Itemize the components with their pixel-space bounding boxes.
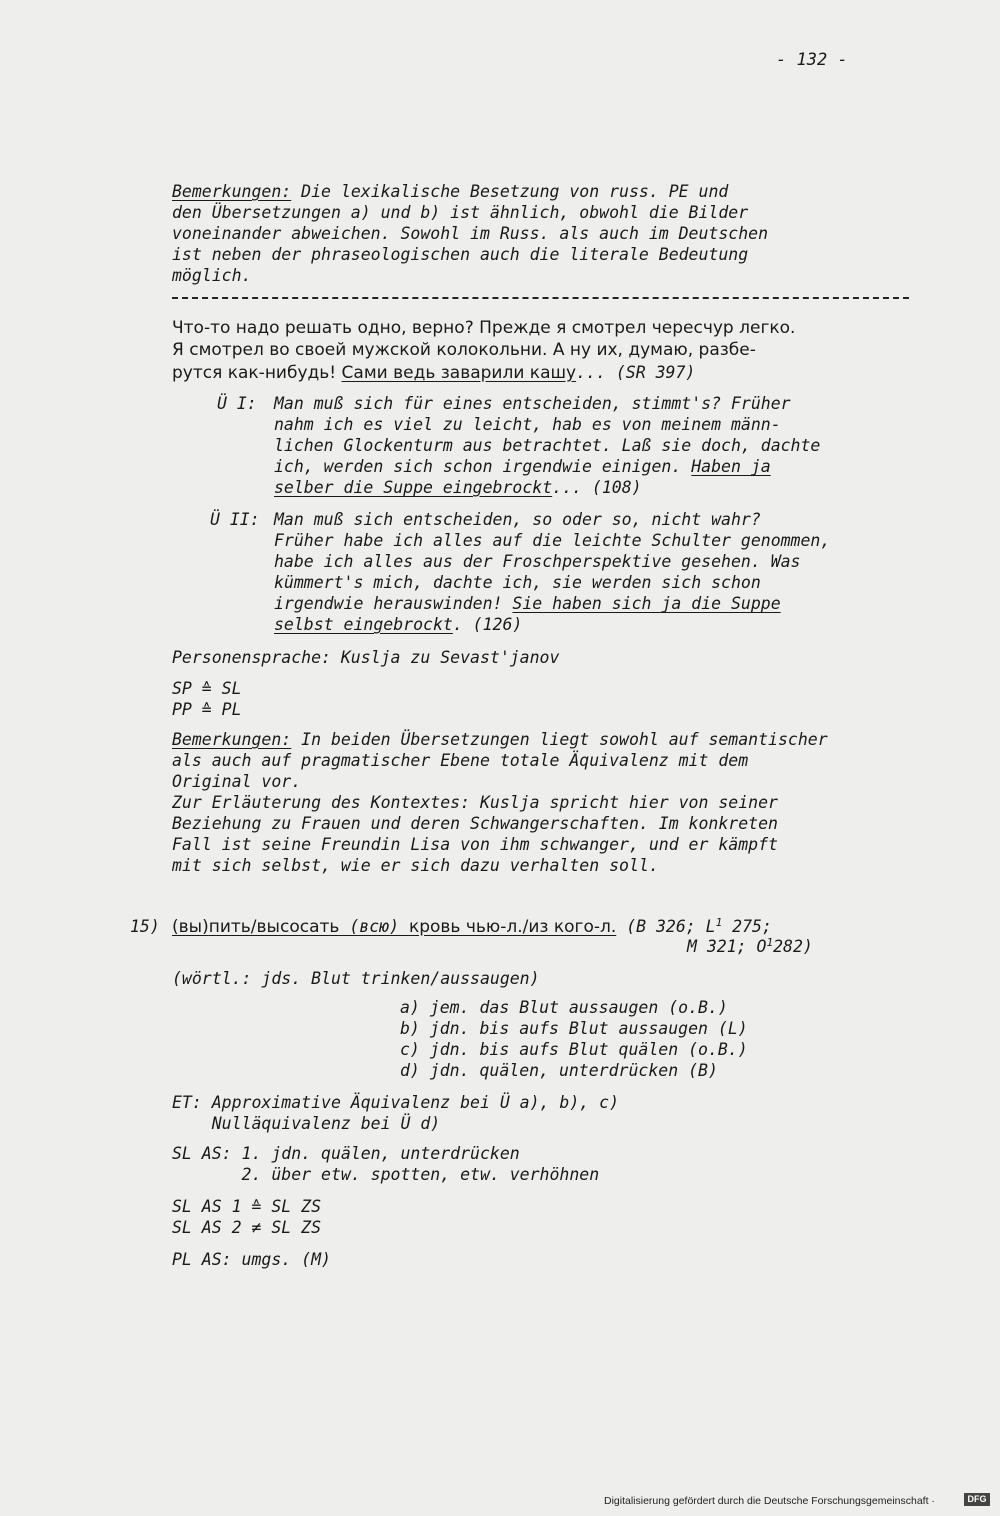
- russian-phrase-underlined: Сами ведь заварили кашу: [341, 363, 577, 383]
- remark-1-line-1: Bemerkungen: Die lexikalische Besetzung von russ. PE und: [172, 182, 729, 201]
- remark-1-line-5: möglich.: [172, 266, 252, 285]
- dfg-logo: DFG: [964, 1493, 990, 1506]
- translation-2-line-3: habe ich alles aus der Froschperspektive gesehen. Was: [274, 552, 801, 571]
- remark-1-line-2: den Übersetzungen a) und b) ist ähnlich, obwohl die Bilder: [172, 203, 749, 222]
- remark-2-line-6: Fall ist seine Freundin Lisa von ihm schwanger, und er kämpft: [172, 835, 778, 854]
- remark-2-line-2: als auch auf pragmatischer Ebene totale Äquivalenz mit dem: [172, 751, 749, 770]
- remark-2-line-4: Zur Erläuterung des Kontextes: Kuslja spricht hier von seiner: [172, 793, 778, 812]
- russian-line-1: Что-то надо решать одно, верно? Прежде я смотрел чересчур легко.: [172, 318, 796, 338]
- translation-1-line-4: ich, werden sich schon irgendwie einigen. Haben ja: [274, 457, 771, 476]
- translation-2-label: Ü II:: [210, 510, 260, 529]
- translation-1-line-5: selber die Suppe eingebrockt... (108): [274, 478, 642, 497]
- remark-2-line-7: mit sich selbst, wie er sich dazu verhalten soll.: [172, 856, 659, 875]
- translation-a: a) jem. das Blut aussaugen (o.B.): [400, 998, 728, 1017]
- literal-translation: (wörtl.: jds. Blut trinken/aussaugen): [172, 969, 540, 988]
- sp-equivalence: SP ≙ SL: [172, 679, 242, 698]
- translation-2-line-4: kümmert's mich, dachte ich, sie werden sich schon: [274, 573, 761, 592]
- digitization-footer: Digitalisierung gefördert durch die Deutsche Forschungsgemeinschaft ·: [604, 1495, 935, 1507]
- entry-number: 15): [130, 917, 160, 936]
- translation-2-line-1: Man muß sich entscheiden, so oder so, nicht wahr?: [274, 510, 761, 529]
- russian-line-2: Я смотрел во своей мужской колокольни. А ну их, думаю, разбе-: [172, 340, 756, 360]
- sl-as-line-1: SL AS: 1. jdn. quälen, unterdrücken: [172, 1144, 520, 1163]
- translation-2-line-5: irgendwie herauswinden! Sie haben sich ja die Suppe: [274, 594, 781, 613]
- sl-as-line-2: 2. über etw. spotten, etw. verhöhnen: [172, 1165, 600, 1184]
- sl-zs-line-2: SL AS 2 ≠ SL ZS: [172, 1218, 322, 1237]
- et-line-1: ET: Approximative Äquivalenz bei Ü a), b), c): [172, 1093, 620, 1112]
- remark-1-label: Bemerkungen:: [172, 182, 292, 201]
- sl-zs-line-1: SL AS 1 ≙ SL ZS: [172, 1197, 322, 1216]
- translation-d: d) jdn. quälen, unterdrücken (B): [400, 1061, 718, 1080]
- translation-b: b) jdn. bis aufs Blut aussaugen (L): [400, 1019, 748, 1038]
- remark-2-label: Bemerkungen:: [172, 730, 292, 749]
- person-speech: Personensprache: Kuslja zu Sevast'janov: [172, 648, 560, 667]
- pl-as: PL AS: umgs. (M): [172, 1250, 331, 1269]
- remark-2-line-3: Original vor.: [172, 772, 302, 791]
- page-number: - 132 -: [776, 50, 848, 70]
- translation-2-line-6: selbst eingebrockt. (126): [274, 615, 523, 634]
- translation-1-line-1: Man muß sich für eines entscheiden, stimmt's? Früher: [274, 394, 791, 413]
- entry-references: M 321; $O^1282$): [687, 936, 813, 956]
- russian-line-3: рутся как-нибудь! Сами ведь заварили кашу... (SR 397): [172, 363, 696, 383]
- pp-equivalence: PP ≙ PL: [172, 700, 242, 719]
- remark-2-line-1: Bemerkungen: In beiden Übersetzungen liegt sowohl auf semantischer: [172, 730, 828, 749]
- remark-1-line-4: ist neben der phraseologischen auch die literale Bedeutung: [172, 245, 749, 264]
- remark-1-line-3: voneinander abweichen. Sowohl im Russ. als auch im Deutschen: [172, 224, 769, 243]
- translation-1-line-3: lichen Glockenturm aus betrachtet. Laß sie doch, dachte: [274, 436, 821, 455]
- dashed-separator: [172, 297, 909, 299]
- translation-2-line-2: Früher habe ich alles auf die leichte Schulter genommen,: [274, 531, 831, 550]
- et-line-2: Nulläquivalenz bei Ü d): [172, 1114, 441, 1133]
- translation-1-line-2: nahm ich es viel zu leicht, hab es von meinem männ-: [274, 415, 781, 434]
- translation-c: c) jdn. bis aufs Blut quälen (o.B.): [400, 1040, 748, 1059]
- translation-1-label: Ü I:: [217, 394, 257, 413]
- remark-2-line-5: Beziehung zu Frauen und deren Schwangerschaften. Im konkreten: [172, 814, 778, 833]
- entry-headword: (вы)пить/высосать (всю) кровь чью-л./из кого-л. (B 326; $L^1$ 275;: [172, 916, 772, 937]
